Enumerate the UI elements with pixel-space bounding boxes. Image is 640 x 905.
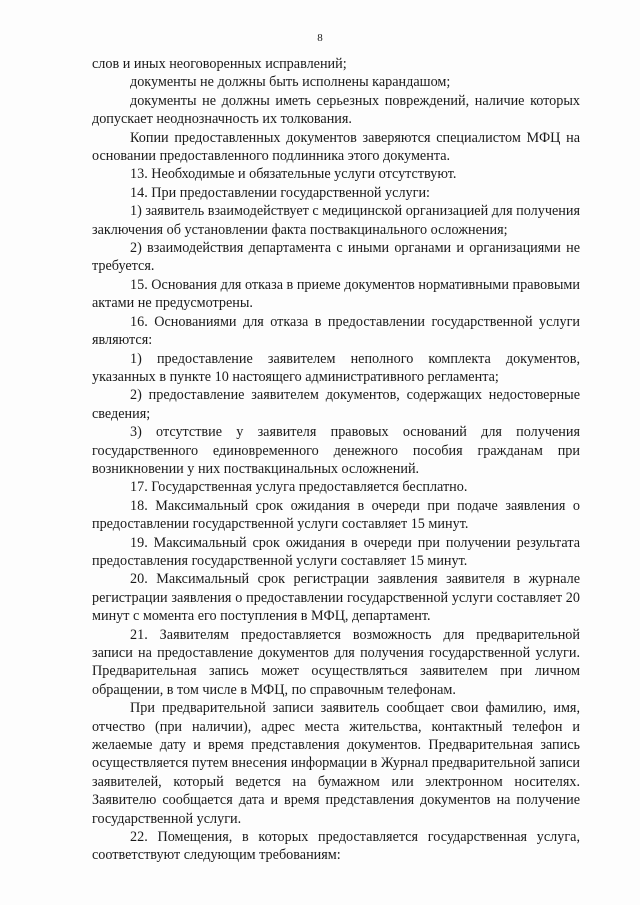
paragraph: 19. Максимальный срок ожидания в очереди при получении результата предоставления государственной услуги составляет 15 минут. — [92, 534, 580, 569]
paragraph: 15. Основания для отказа в приеме документов нормативными правовыми актами не предусмотрены. — [92, 276, 580, 312]
paragraph: документы не должны иметь серьезных повреждений, наличие которых допускает неоднозначность их толкования. — [92, 92, 580, 128]
paragraph: 3) отсутствие у заявителя правовых оснований для получения государственного единовременного денежного пособия гражданам при возникновении у них поствакцинальных осложнений. — [92, 424, 580, 477]
paragraph: 1) заявитель взаимодействует с медицинской организацией для получения заключения об установлении факта поствакцинального осложнения; — [92, 203, 580, 238]
paragraph: документы не должны быть исполнены карандашом; — [130, 74, 451, 91]
paragraph: 2) предоставление заявителем документов, содержащих недостоверные сведения; — [92, 387, 580, 422]
paragraph: 16. Основаниями для отказа в предоставлении государственной услуги являются: — [92, 313, 580, 349]
paragraph: 14. При предоставлении государственной услуги: — [130, 184, 430, 201]
paragraph: 13. Необходимые и обязательные услуги отсутствуют. — [130, 166, 457, 183]
document-body — [92, 55, 580, 865]
paragraph: 1) предоставление заявителем неполного комплекта документов, указанных в пункте 10 настоящего административного регламента; — [92, 350, 580, 385]
paragraph: При предварительной записи заявитель сообщает свои фамилию, имя, отчество (при наличии), адрес места жительства, контактный телефон и желаемые дату и время представления документов. Предварительная запись осуществляется путем внесения информации в Журнал предварительной записи заявителей, который ведется на бумажном или электронном носителях. Заявителю сообщается дата и время представления документов на получение государственной услуги. — [92, 700, 580, 827]
paragraph: 21. Заявителям предоставляется возможность для предварительной записи на предоставление документов для получения государственной услуги. Предварительная запись может осуществляться заявителем при личном обращении, в том числе в МФЦ, по справочным телефонам. — [92, 626, 580, 698]
paragraph: слов и иных неоговоренных исправлений; — [92, 56, 347, 72]
paragraph: Копии предоставленных документов заверяются специалистом МФЦ на основании предоставленного подлинника этого документа. — [92, 129, 580, 165]
paragraph: 20. Максимальный срок регистрации заявления заявителя в журнале регистрации заявления о предоставлении государственной услуги составляет 20 минут с момента его поступления в МФЦ, департамент. — [92, 571, 580, 625]
paragraph: 22. Помещения, в которых предоставляется государственная услуга, соответствуют следующим требованиям: — [92, 829, 580, 864]
paragraph: 18. Максимальный срок ожидания в очереди при подаче заявления о предоставлении государственной услуги составляет 15 минут. — [92, 497, 580, 533]
paragraph: 2) взаимодействия департамента с иными органами и организациями не требуется. — [92, 240, 580, 275]
paragraph: 17. Государственная услуга предоставляется бесплатно. — [130, 479, 468, 496]
page-number: 8 — [317, 32, 323, 44]
